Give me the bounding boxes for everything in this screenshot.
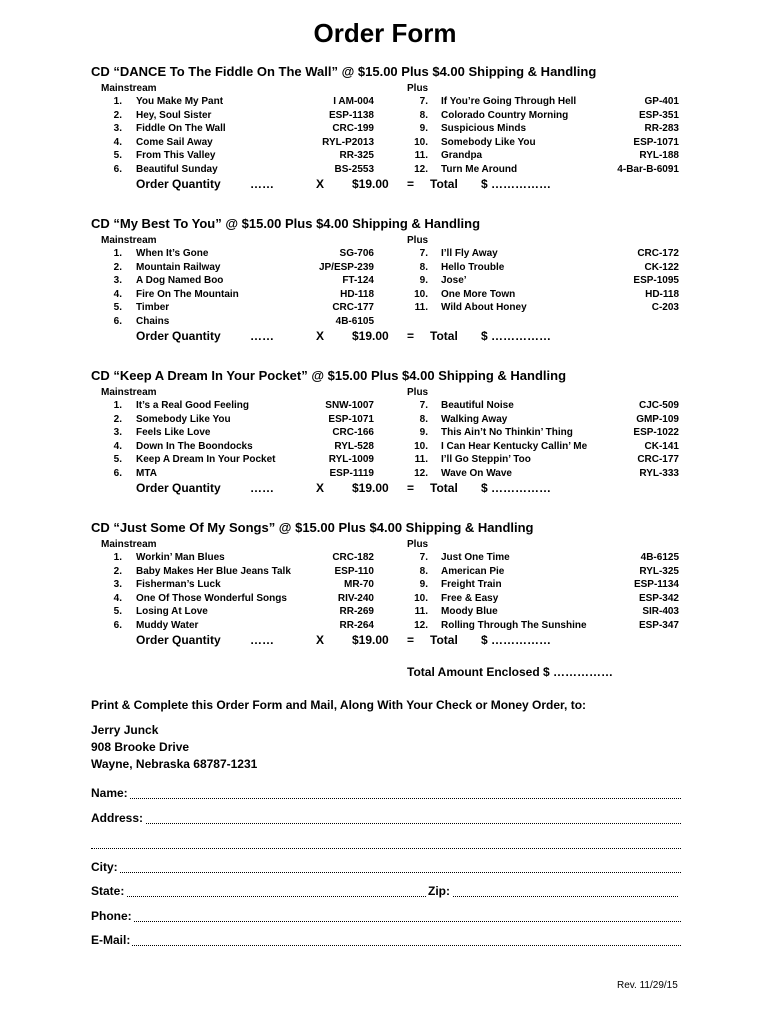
track-code: CK-122 [644,261,679,273]
track-title: Somebody Like You [441,136,536,148]
plus-label: Plus [407,387,429,398]
mail-instructions: Print & Complete this Order Form and Mail, Along With Your Check or Money Order, to: [91,698,587,712]
track-number: 6. [113,163,122,175]
track-number: 7. [419,552,428,563]
cd-section [0,368,770,508]
track-title: Mountain Railway [136,261,221,273]
track-row [0,163,770,176]
zip-label: Zip: [428,884,450,898]
track-row [0,288,770,301]
state-label: State: [91,884,125,898]
track-number: 7. [419,400,428,411]
track-code: ESP-347 [638,619,679,631]
track-row [0,122,770,135]
track-row [0,301,770,314]
track-title: Workin’ Man Blues [136,552,225,563]
track-row [0,413,770,426]
order-quantity-label: Order Quantity [136,329,221,343]
track-code: CRC-182 [332,552,374,563]
track-number: 2. [113,565,122,577]
track-number: 4. [113,440,122,452]
address-field[interactable] [91,811,681,827]
track-title: Walking Away [441,413,508,425]
track-number: 11. [414,454,428,465]
track-row [0,592,770,605]
track-number: 3. [113,123,122,134]
track-title: Moody Blue [441,606,498,617]
total-blank[interactable]: $ …………… [481,481,552,495]
unit-price: $19.00 [352,329,389,343]
track-row [0,619,770,632]
track-title: Free & Easy [441,592,499,604]
track-title: American Pie [441,565,505,577]
cd-heading: CD “DANCE To The Fiddle On The Wall” @ $15.00 Plus $4.00 Shipping & Handling [91,64,597,79]
track-code: CRC-199 [332,123,374,134]
track-code: HD-118 [340,288,374,300]
track-title: Timber [136,302,170,313]
order-quantity-blank[interactable]: …… [250,329,274,343]
track-number: 1. [113,552,122,563]
track-title: It’s a Real Good Feeling [136,400,249,411]
equals-sign: = [407,177,415,191]
track-title: Colorado Country Morning [441,109,569,121]
unit-price: $19.00 [352,633,389,647]
equals-sign: = [407,481,415,495]
track-number: 5. [113,150,122,161]
track-number: 2. [113,413,122,425]
track-number: 8. [419,109,428,121]
track-code: ESP-1095 [633,275,679,286]
track-title: Baby Makes Her Blue Jeans Talk [136,565,291,577]
cd-heading: CD “My Best To You” @ $15.00 Plus $4.00 Shipping & Handling [91,216,481,231]
track-number: 8. [419,413,428,425]
track-code: CRC-166 [332,427,374,438]
track-title: Wild About Honey [441,302,527,313]
track-code: CRC-177 [332,302,374,313]
track-code: GP-401 [644,96,679,107]
times-sign: X [316,177,325,191]
track-number: 2. [113,261,122,273]
track-code: ESP-351 [638,109,679,121]
mailing-street: 908 Brooke Drive [91,740,190,754]
track-code: ESP-1134 [633,579,679,590]
cd-heading: CD “Keep A Dream In Your Pocket” @ $15.00 Plus $4.00 Shipping & Handling [91,368,567,383]
track-number: 4. [113,288,122,300]
track-title: Fiddle On The Wall [136,123,226,134]
track-number: 1. [113,96,122,107]
track-number: 9. [419,427,428,438]
state-field[interactable] [91,884,426,900]
city-field[interactable] [91,860,681,876]
track-code: RIV-240 [337,592,374,604]
track-row [0,426,770,439]
track-number: 3. [113,579,122,590]
track-code: ESP-1138 [328,109,374,121]
track-title: Beautiful Noise [441,400,514,411]
name-label: Name: [91,786,128,800]
total-label: Total [430,329,458,343]
cd-heading: CD “Just Some Of My Songs” @ $15.00 Plus $4.00 Shipping & Handling [91,520,534,535]
cd-section [0,520,770,660]
cd-section [0,216,770,356]
track-code: HD-118 [645,288,679,300]
track-code: RYL-188 [639,150,679,161]
track-title: Muddy Water [136,619,199,631]
unit-price: $19.00 [352,481,389,495]
email-label: E-Mail: [91,933,131,947]
track-number: 12. [414,163,428,175]
name-field[interactable] [91,786,681,802]
order-quantity-label: Order Quantity [136,633,221,647]
track-number: 4. [113,136,122,148]
plus-label: Plus [407,83,429,94]
track-code: ESP-1071 [328,413,374,425]
track-code: RYL-1009 [328,454,374,465]
track-number: 9. [419,123,428,134]
track-number: 3. [113,427,122,438]
track-code: RR-283 [644,123,679,134]
plus-label: Plus [407,539,429,550]
track-row [0,565,770,578]
track-number: 10. [414,288,428,300]
track-number: 6. [113,619,122,631]
total-label: Total [430,481,458,495]
track-row [0,261,770,274]
track-row [0,136,770,149]
mainstream-label: Mainstream [101,539,157,550]
track-title: You Make My Pant [136,96,224,107]
track-title: A Dog Named Boo [136,275,224,286]
mailing-city: Wayne, Nebraska 68787-1231 [91,757,258,771]
track-number: 9. [419,579,428,590]
track-number: 9. [419,275,428,286]
track-row [0,440,770,453]
track-code: SG-706 [339,248,374,259]
track-row [0,95,770,108]
track-code: SIR-403 [642,606,679,617]
revision-date: Rev. 11/29/15 [617,980,678,991]
track-title: Rolling Through The Sunshine [441,619,587,631]
track-number: 4. [113,592,122,604]
track-title: Down In The Boondocks [136,440,253,452]
track-title: Beautiful Sunday [136,163,218,175]
track-code: RYL-333 [639,467,679,479]
track-number: 6. [113,467,122,479]
track-code: GMP-109 [636,413,679,425]
track-title: Just One Time [441,552,510,563]
track-number: 11. [414,150,428,161]
page-title: Order Form [313,18,457,48]
track-title: I Can Hear Kentucky Callin’ Me [441,440,588,452]
track-row [0,467,770,480]
total-blank[interactable]: $ …………… [481,329,552,343]
zip-field[interactable] [428,884,678,900]
track-code: RYL-528 [334,440,374,452]
track-number: 10. [414,592,428,604]
track-title: Suspicious Minds [441,123,527,134]
track-code: RR-269 [339,606,374,617]
order-quantity-label: Order Quantity [136,481,221,495]
track-title: Keep A Dream In Your Pocket [136,454,276,465]
email-field[interactable] [91,933,681,949]
track-number: 7. [419,248,428,259]
mainstream-label: Mainstream [101,83,157,94]
total-blank[interactable]: $ …………… [481,177,552,191]
track-title: If You’re Going Through Hell [441,96,577,107]
track-number: 12. [414,467,428,479]
track-code: CRC-172 [637,248,679,259]
track-row [0,315,770,328]
track-code: CK-141 [644,440,679,452]
mainstream-label: Mainstream [101,387,157,398]
track-number: 6. [113,315,122,327]
equals-sign: = [407,633,415,647]
order-quantity-label: Order Quantity [136,177,221,191]
track-code: I AM-004 [333,96,374,107]
track-title: Come Sail Away [136,136,213,148]
track-code: 4B-6125 [640,552,679,563]
plus-label: Plus [407,235,429,246]
track-code: RYL-P2013 [322,136,374,148]
track-title: This Ain’t No Thinkin’ Thing [441,427,573,438]
track-title: When It’s Gone [136,248,209,259]
track-number: 1. [113,248,122,259]
track-number: 5. [113,302,122,313]
track-title: One More Town [441,288,516,300]
track-code: C-203 [651,302,679,313]
unit-price: $19.00 [352,177,389,191]
track-code: JP/ESP-239 [318,261,374,273]
track-number: 5. [113,606,122,617]
track-code: ESP-1022 [633,427,679,438]
track-code: RR-325 [339,150,374,161]
track-code: ESP-110 [334,565,374,577]
track-title: MTA [136,467,157,479]
total-blank[interactable]: $ …………… [481,633,552,647]
track-title: Wave On Wave [441,467,512,479]
track-title: I’ll Fly Away [441,248,498,259]
track-code: RYL-325 [639,565,679,577]
phone-field[interactable] [91,909,681,925]
track-number: 7. [419,96,428,107]
address-label: Address: [91,811,144,825]
track-title: Losing At Love [136,606,208,617]
track-code: ESP-342 [638,592,679,604]
order-quantity-blank[interactable]: …… [250,633,274,647]
track-code: CJC-509 [638,400,679,411]
mainstream-label: Mainstream [101,235,157,246]
track-title: Chains [136,315,170,327]
order-quantity-blank[interactable]: …… [250,481,274,495]
track-number: 8. [419,565,428,577]
track-code: ESP-1071 [633,136,679,148]
track-row [0,274,770,287]
total-label: Total [430,177,458,191]
track-code: MR-70 [343,579,374,590]
track-title: Grandpa [441,150,483,161]
track-title: Jose’ [441,275,467,286]
city-label: City: [91,860,118,874]
track-number: 11. [414,302,428,313]
track-title: Somebody Like You [136,413,231,425]
track-code: SNW-1007 [325,400,374,411]
track-number: 8. [419,261,428,273]
track-number: 3. [113,275,122,286]
track-title: Freight Train [441,579,502,590]
times-sign: X [316,481,325,495]
track-number: 5. [113,454,122,465]
track-code: CRC-177 [637,454,679,465]
track-code: 4B-6105 [335,315,374,327]
phone-label: Phone: [91,909,132,923]
equals-sign: = [407,329,415,343]
track-code: ESP-1119 [329,467,374,479]
total-amount-enclosed: Total Amount Enclosed $ …………… [407,665,614,679]
track-row [0,605,770,618]
track-row [0,149,770,162]
track-number: 10. [414,136,428,148]
track-title: I’ll Go Steppin’ Too [441,454,531,465]
track-title: Hello Trouble [441,261,505,273]
track-code: 4-Bar-B-6091 [617,163,679,175]
track-title: From This Valley [136,150,216,161]
track-title: Hey, Soul Sister [136,109,212,121]
track-number: 11. [414,606,428,617]
times-sign: X [316,329,325,343]
track-code: RR-264 [339,619,374,631]
order-quantity-blank[interactable]: …… [250,177,274,191]
track-title: Feels Like Love [136,427,211,438]
track-code: BS-2553 [334,163,374,175]
track-number: 12. [414,619,428,631]
track-row [0,247,770,260]
track-number: 10. [414,440,428,452]
cd-section [0,64,770,204]
mailing-name: Jerry Junck [91,723,159,737]
total-label: Total [430,633,458,647]
track-number: 1. [113,400,122,411]
times-sign: X [316,633,325,647]
address-line-2-field[interactable] [91,836,681,852]
track-title: Turn Me Around [441,163,518,175]
track-title: One Of Those Wonderful Songs [136,592,287,604]
track-title: Fisherman’s Luck [136,579,221,590]
track-number: 2. [113,109,122,121]
track-code: FT-124 [342,275,374,286]
track-row [0,399,770,412]
track-row [0,109,770,122]
track-row [0,453,770,466]
track-row [0,578,770,591]
track-title: Fire On The Mountain [136,288,239,300]
track-row [0,551,770,564]
